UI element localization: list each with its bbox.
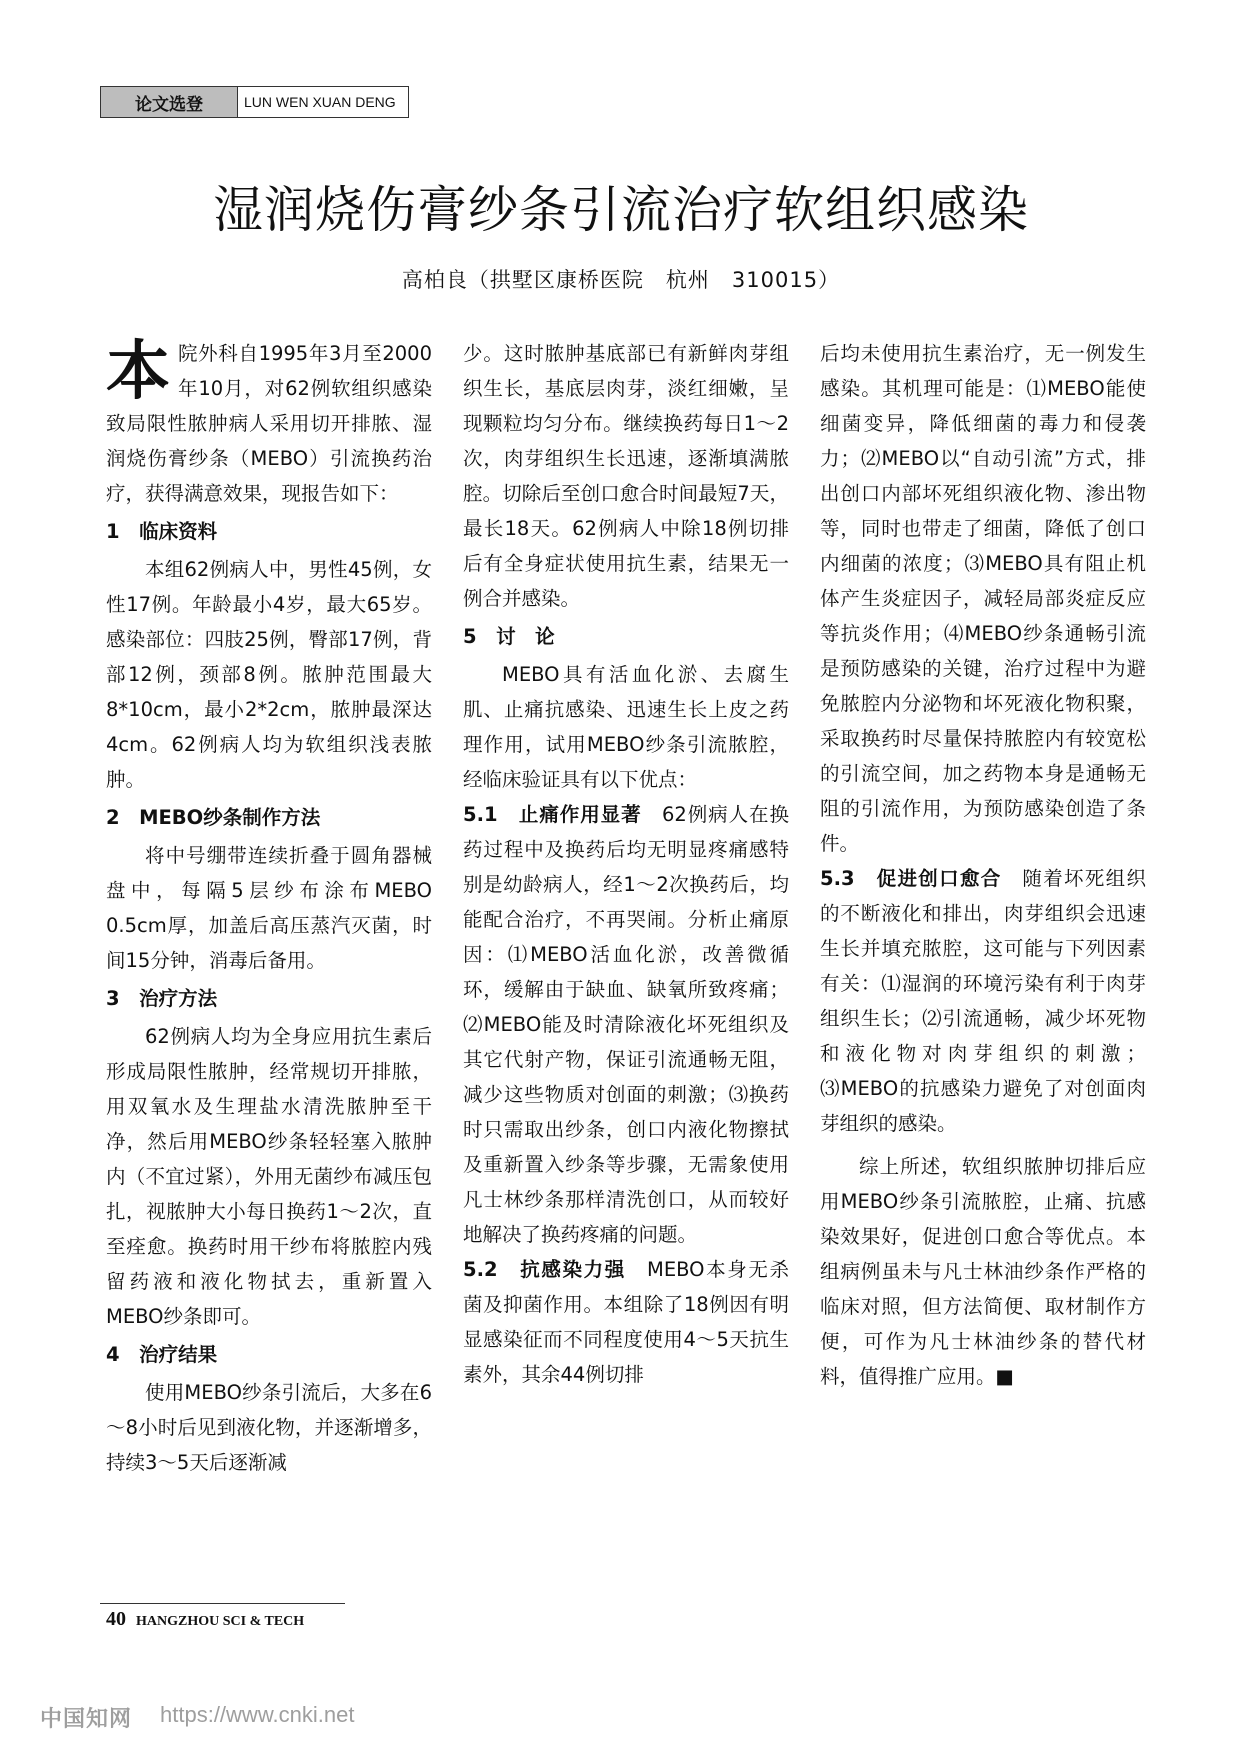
cnki-watermark [40, 1702, 354, 1733]
journal-name: HANGZHOU SCI & TECH [136, 1614, 305, 1629]
article-title: 湿润烧伤膏纱条引流治疗软组织感染 [213, 181, 1029, 239]
paragraph-clinical-data: 本组62例病人中，男性45例，女性17例。年龄最小4岁，最大65岁。感染部位：四肢25例，臀部17例，背部12例，颈部8例。脓肿范围最大8*10cm，最小2*2cm，脓肿最深达4cm。62例病人均为软组织浅表脓肿。 [106, 558, 432, 791]
column-1 [106, 336, 432, 1480]
paragraph-5-2 [463, 1252, 789, 1392]
author-line: 高柏良（拱墅区康桥医院 杭州 310015） [401, 268, 841, 292]
paragraph-5-2-cont: 后均未使用抗生素治疗，无一例发生感染。其机理可能是：⑴MEBO能使细菌变异，降低细菌的毒力和侵袭力；⑵MEBO以“自动引流”方式，排出创口内部坏死组织液化物、渗出物等，同时也带走了细菌，降低了创口内细菌的浓度；⑶MEBO具有阻止机体产生炎症因子，减轻局部炎症反应等抗炎作用；⑷MEBO纱条通畅引流是预防感染的关键，治疗过程中为避免脓腔内分泌物和坏死液化物积聚，采取换药时尽量保持脓腔内有较宽松的引流空间，加之药物本身是通畅无阻的引流作用，为预防感染创造了条件。 [820, 342, 1146, 855]
paragraph-results-start: 使用MEBO纱条引流后，大多在6～8小时后见到液化物，并逐渐增多，持续3～5天后逐渐减 [106, 1381, 432, 1474]
paragraph-5-3 [820, 861, 1146, 1141]
paragraph-5-1 [463, 797, 789, 1252]
cnki-logo: 中国知网 [40, 1706, 133, 1731]
heading-treatment: 3 治疗方法 [106, 987, 218, 1010]
page-number: 40 [106, 1608, 126, 1630]
subheading-5-1: 5.1 止痛作用显著 [463, 803, 642, 826]
page-footer [106, 1608, 304, 1631]
cnki-url[interactable]: https://www.cnki.net [160, 1702, 355, 1727]
subheading-5-3: 5.3 促进创口愈合 [820, 867, 1002, 890]
text-5-3: 随着坏死组织的不断液化和排出，肉芽组织会迅速生长并填充脓腔，这可能与下列因素有关：⑴湿润的环境污染有利于肉芽组织生长；⑵引流通畅，减少坏死物和液化物对肉芽组织的刺激；⑶MEBO的抗感染力避免了对创面肉芽组织的感染。 [820, 867, 1146, 1135]
heading-discussion: 5 讨 论 [463, 625, 555, 648]
heading-results: 4 治疗结果 [106, 1343, 218, 1366]
paragraph-discussion: MEBO具有活血化淤、去腐生肌、止痛抗感染、迅速生长上皮之药理作用，试用MEBO纱条引流脓腔，经临床验证具有以下优点： [463, 663, 789, 791]
section-label-en: LUN WEN XUAN DENG [244, 94, 396, 110]
heading-clinical-data: 1 临床资料 [106, 520, 218, 543]
section-label-cn: 论文选登 [101, 87, 238, 117]
column-3 [820, 336, 1146, 1394]
drop-cap: 本 [106, 335, 170, 409]
footer-rule [100, 1603, 345, 1604]
paragraph-conclusion: 综上所述，软组织脓肿切排后应用MEBO纱条引流脓腔，止痛、抗感染效果好，促进创口愈合等优点。本组病例虽未与凡士林油纱条作严格的临床对照，但方法简便、取材制作方便，可作为凡士林油纱条的替代材料，值得推广应用。■ [820, 1155, 1146, 1388]
intro-paragraph [106, 336, 432, 511]
column-2 [463, 336, 789, 1392]
subheading-5-2: 5.2 抗感染力强 [463, 1258, 626, 1281]
section-header [100, 86, 409, 118]
paragraph-results-cont: 少。这时脓肿基底部已有新鲜肉芽组织生长，基底层肉芽，淡红细嫩，呈现颗粒均匀分布。继续换药每日1～2次，肉芽组织生长迅速，逐渐填满脓腔。切除后至创口愈合时间最短7天，最长18天。62例病人中除18例切排后有全身症状使用抗生素，结果无一例合并感染。 [463, 342, 789, 610]
paragraph-treatment: 62例病人均为全身应用抗生素后形成局限性脓肿，经常规切开排脓，用双氧水及生理盐水清洗脓肿至干净，然后用MEBO纱条轻轻塞入脓肿内（不宜过紧），外用无菌纱布减压包扎，视脓肿大小每日换药1～2次，直至痊愈。换药时用干纱布将脓腔内残留药液和液化物拭去，重新置入MEBO纱条即可。 [106, 1025, 432, 1328]
intro-text: 院外科自1995年3月至2000年10月，对62例软组织感染致局限性脓肿病人采用切开排脓、湿润烧伤膏纱条（MEBO）引流换药治疗，获得满意效果，现报告如下： [106, 342, 432, 505]
heading-preparation: 2 MEBO纱条制作方法 [106, 806, 321, 829]
paragraph-preparation: 将中号绷带连续折叠于圆角器械盘中，每隔5层纱布涂布MEBO 0.5cm厚，加盖后高压蒸汽灭菌，时间15分钟，消毒后备用。 [106, 844, 432, 972]
text-5-1: 62例病人在换药过程中及换药后均无明显疼痛感特别是幼龄病人，经1～2次换药后，均能配合治疗，不再哭闹。分析止痛原因：⑴MEBO活血化淤，改善微循环，缓解由于缺血、缺氧所致疼痛；⑵MEBO能及时清除液化坏死组织及其它代射产物，保证引流通畅无阻，减少这些物质对创面的刺激；⑶换药时只需取出纱条，创口内液化物擦拭及重新置入纱条等步骤，无需象使用凡士林纱条那样清洗创口，从而较好地解决了换药疼痛的问题。 [463, 803, 789, 1246]
text-5-2: MEBO本身无杀菌及抑菌作用。本组除了18例因有明显感染征而不同程度使用4～5天抗生素外，其余44例切排 [463, 1258, 789, 1386]
